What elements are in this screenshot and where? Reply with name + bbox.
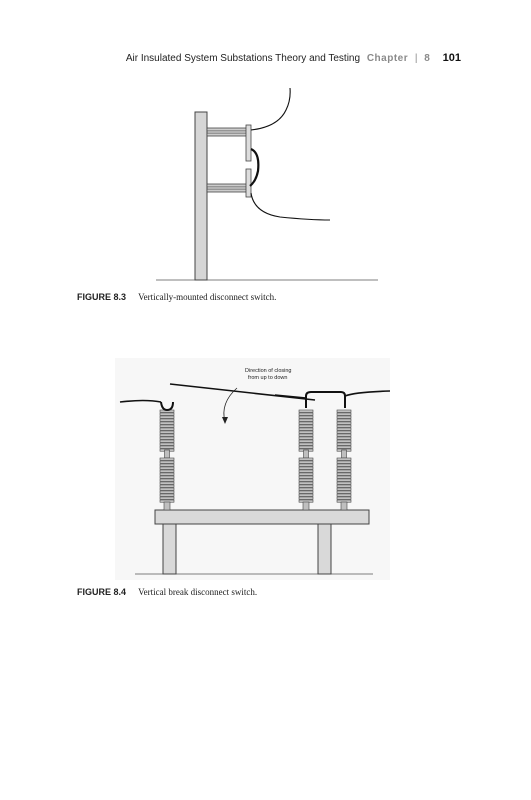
chapter-number: 8 bbox=[424, 53, 430, 64]
page-number: 101 bbox=[442, 52, 461, 64]
figure-caption-text: Vertically-mounted disconnect switch. bbox=[138, 292, 277, 302]
running-header bbox=[0, 52, 461, 64]
vertical-break-switch-illustration bbox=[115, 358, 390, 580]
running-title: Air Insulated System Substations Theory and Testing bbox=[125, 53, 361, 64]
insulator-stacks bbox=[160, 410, 351, 510]
figure-number: FIGURE 8.3 bbox=[77, 292, 127, 302]
annotation-line-2: from up to down bbox=[248, 375, 288, 381]
upper-conductor bbox=[251, 88, 290, 130]
figure-caption-text: Vertical break disconnect switch. bbox=[138, 587, 258, 597]
insulator-column bbox=[160, 410, 174, 510]
base-beam bbox=[155, 510, 369, 524]
insulator-column bbox=[337, 410, 351, 510]
figure-8-4-drawing bbox=[115, 358, 390, 580]
support-pole bbox=[195, 112, 207, 280]
vertical-switch-illustration bbox=[150, 85, 382, 285]
insulator-column bbox=[299, 410, 313, 510]
header-separator: | bbox=[414, 53, 418, 64]
switch-blade bbox=[170, 384, 315, 400]
annotation-line-1: Direction of closing bbox=[245, 368, 292, 374]
figure-8-3-drawing bbox=[150, 85, 382, 285]
figure-8-4-caption bbox=[77, 587, 257, 597]
figure-8-3-caption bbox=[77, 292, 276, 302]
figure-number: FIGURE 8.4 bbox=[77, 587, 127, 597]
chapter-label: Chapter bbox=[366, 53, 409, 64]
lower-conductor bbox=[251, 193, 330, 220]
